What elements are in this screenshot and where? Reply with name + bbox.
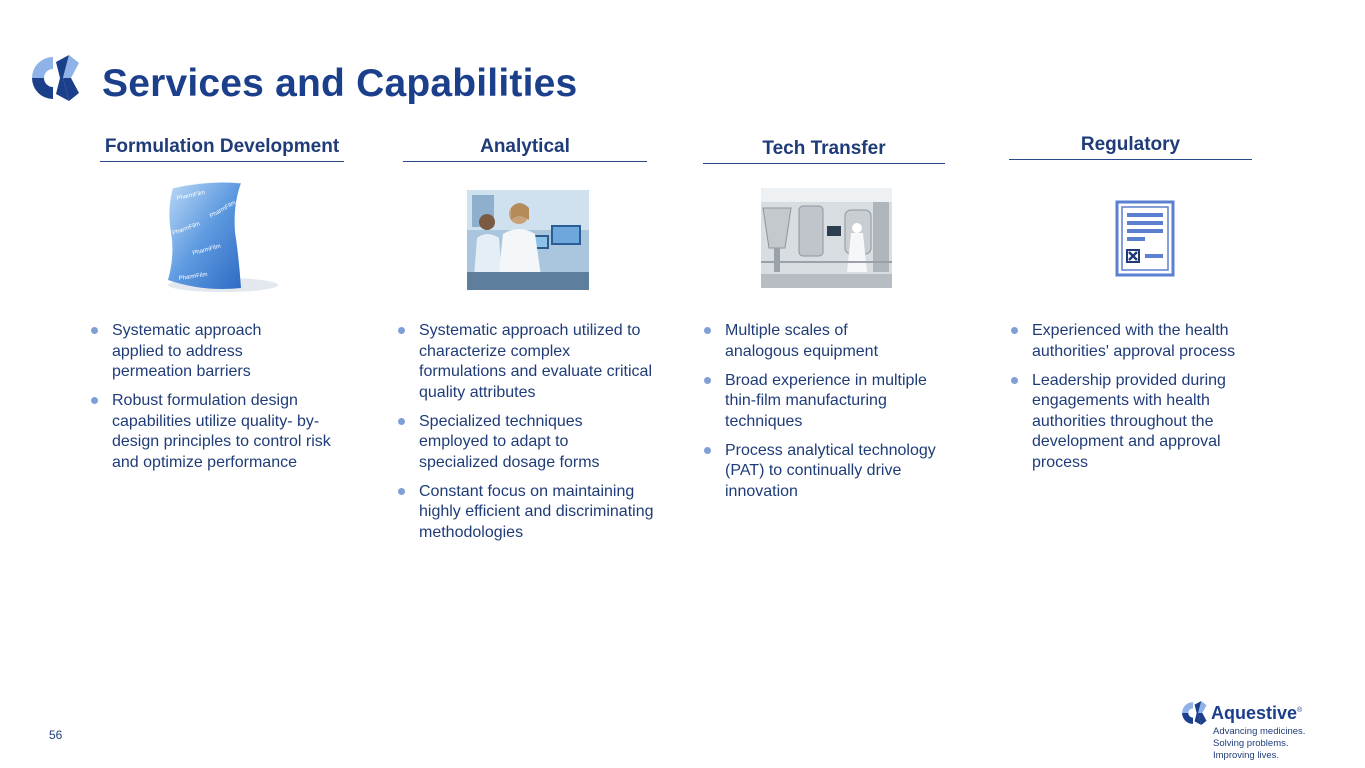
list-item: Systematic approach utilized to characterize complex formulations and evaluate critical quality attributes	[396, 321, 658, 403]
svg-text:PharmFilm: PharmFilm	[209, 200, 238, 220]
manufacturing-equipment-photo	[761, 188, 892, 288]
svg-text:PharmFilm: PharmFilm	[171, 221, 201, 237]
brand-tagline: Advancing medicines. Solving problems. Improving lives.	[1213, 726, 1306, 761]
regulatory-bullet-list	[1009, 321, 1251, 482]
aquestive-brand-footer	[1178, 700, 1328, 766]
svg-text:PharmFilm: PharmFilm	[178, 272, 209, 282]
column-analytical	[403, 136, 647, 162]
column-heading: Regulatory	[1009, 134, 1252, 160]
column-heading: Analytical	[403, 136, 647, 162]
list-item: Specialized techniques employed to adapt to specialized dosage forms	[396, 412, 619, 474]
column-regulatory	[1009, 134, 1252, 160]
aquestive-logo-icon	[25, 53, 81, 103]
svg-text:PharmFilm: PharmFilm	[191, 243, 222, 257]
list-item: Broad experience in multiple thin-film manufacturing techniques	[702, 371, 945, 433]
list-item: Multiple scales of analogous equipment	[702, 321, 895, 362]
tech-transfer-bullet-list	[702, 321, 964, 511]
list-item: Process analytical technology (PAT) to continually drive innovation	[702, 441, 955, 503]
page-number: 56	[49, 728, 63, 742]
list-item: Experienced with the health authorities' approval process	[1009, 321, 1242, 362]
document-form-icon	[1115, 200, 1175, 277]
lab-scientists-photo	[467, 190, 589, 290]
svg-text:PharmFilm: PharmFilm	[176, 190, 206, 202]
analytical-bullet-list	[396, 321, 658, 552]
column-tech-transfer	[703, 138, 945, 164]
page-title: Services and Capabilities	[102, 62, 578, 105]
column-heading: Tech Transfer	[703, 138, 945, 164]
pharmfilm-strip-image	[163, 180, 283, 295]
brand-name: Aquestive®	[1211, 703, 1303, 723]
list-item: Leadership provided during engagements with health authorities throughout the development and approval process	[1009, 371, 1251, 474]
aquestive-logo-icon	[1178, 700, 1208, 726]
list-item: Systematic approach applied to address permeation barriers	[89, 321, 282, 383]
list-item: Constant focus on maintaining highly efficient and discriminating methodologies	[396, 482, 658, 544]
formulation-bullet-list	[89, 321, 354, 482]
column-heading: Formulation Development	[100, 136, 344, 162]
column-formulation-development	[100, 136, 344, 162]
list-item: Robust formulation design capabilities utilize quality- by-design principles to control risk and optimize performance	[89, 391, 354, 473]
